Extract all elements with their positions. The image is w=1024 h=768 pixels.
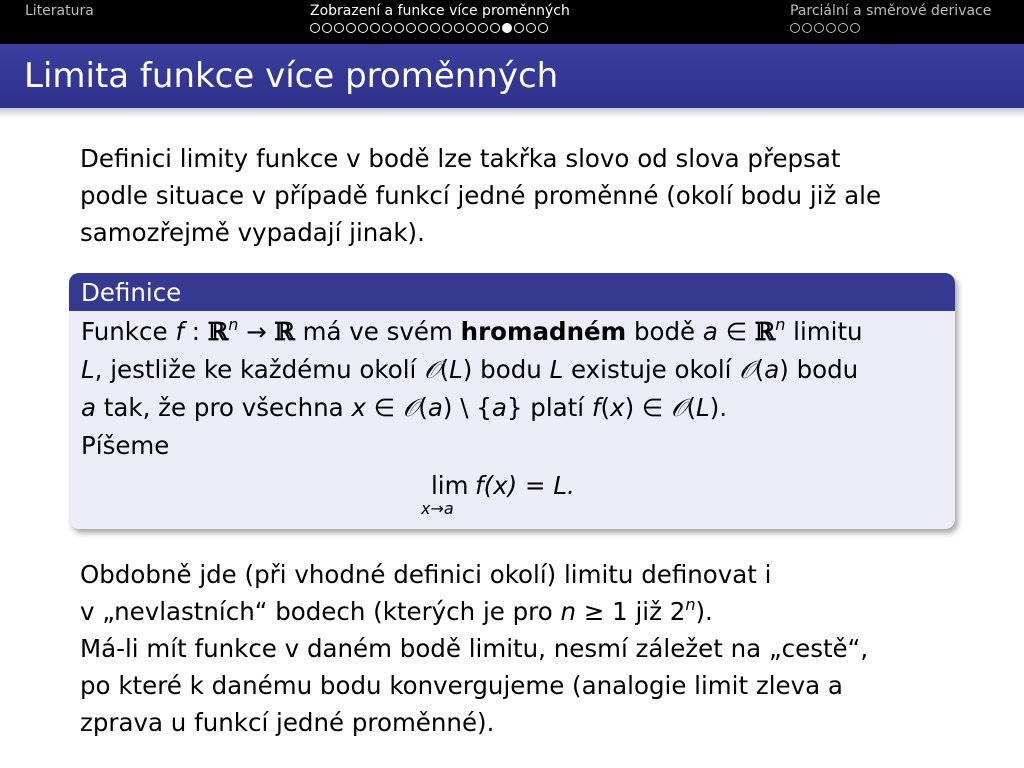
nav-slide-dot[interactable] bbox=[514, 23, 524, 33]
math-arrow: → bbox=[238, 317, 275, 346]
math-a: a bbox=[491, 393, 507, 422]
nav-slide-dot[interactable] bbox=[814, 23, 824, 33]
math-L: L bbox=[696, 393, 710, 422]
math-n: n bbox=[775, 315, 786, 334]
math-n: n bbox=[685, 595, 696, 614]
intro-line-3: samozřejmě vypadají jinak). bbox=[80, 218, 425, 247]
outro-text: ≥ 1 již 2 bbox=[576, 597, 686, 626]
lim-subscript: x→a bbox=[421, 499, 454, 518]
outro-line-4: po které k danému bodu konvergujeme (analogie limit zleva a bbox=[80, 671, 843, 700]
math-O: 𝒪 bbox=[671, 393, 687, 422]
math-f: f bbox=[175, 317, 184, 346]
definition-line-1 bbox=[81, 313, 943, 351]
definition-block bbox=[69, 273, 955, 529]
math-paren: ( bbox=[418, 393, 428, 422]
outro-line-3: Má-li mít funkce v daném bodě limitu, nesmí záležet na „cestě“, bbox=[80, 634, 869, 663]
math-O: 𝒪 bbox=[424, 355, 440, 384]
def-text: má ve svém bbox=[294, 317, 461, 346]
math-a: a bbox=[702, 317, 718, 346]
outro-paragraph bbox=[80, 556, 960, 741]
definition-title: Definice bbox=[69, 273, 955, 311]
math-paren: ) bbox=[462, 355, 473, 384]
math-n: n bbox=[228, 315, 239, 334]
def-text: tak, že pro všechna bbox=[96, 393, 352, 422]
math-paren: ) bbox=[779, 355, 789, 384]
nav-section-literatura[interactable]: Literatura bbox=[25, 3, 94, 19]
def-text: , jestliže ke každému okolí bbox=[94, 355, 425, 384]
outro-line-5: zprava u funkcí jedné proměnné). bbox=[80, 708, 495, 737]
math-reals: ℝ bbox=[274, 317, 295, 346]
outro-line-2 bbox=[80, 593, 960, 630]
nav-slide-dot[interactable] bbox=[790, 23, 800, 33]
nav-slide-dot[interactable] bbox=[382, 23, 392, 33]
nav-slide-dot[interactable] bbox=[370, 23, 380, 33]
math-brace: { bbox=[476, 393, 492, 422]
title-shadow bbox=[0, 108, 1024, 118]
nav-slide-dot[interactable] bbox=[478, 23, 488, 33]
nav-slide-dot[interactable] bbox=[526, 23, 536, 33]
def-text: platí bbox=[522, 393, 592, 422]
definition-line-2 bbox=[81, 351, 943, 389]
definition-line-4: Píšeme bbox=[81, 431, 170, 460]
math-paren: ) bbox=[624, 393, 635, 422]
math-paren: ( bbox=[600, 393, 611, 422]
math-x: x bbox=[610, 393, 625, 422]
math-paren: ) bbox=[709, 393, 720, 422]
math-a: a bbox=[81, 393, 97, 422]
nav-slide-dot[interactable] bbox=[394, 23, 404, 33]
nav-slide-dot[interactable] bbox=[466, 23, 476, 33]
nav-slide-dot[interactable] bbox=[454, 23, 464, 33]
math-in: ∈ bbox=[717, 317, 755, 346]
nav-slide-dot[interactable] bbox=[442, 23, 452, 33]
intro-paragraph bbox=[80, 140, 960, 251]
nav-slide-dot[interactable] bbox=[322, 23, 332, 33]
nav-slide-dot[interactable] bbox=[418, 23, 428, 33]
math-paren: ( bbox=[754, 355, 765, 384]
definition-body bbox=[69, 311, 955, 465]
math-L: L bbox=[549, 355, 564, 384]
def-bold-term: hromadném bbox=[460, 317, 627, 346]
slide-title: Limita funkce více proměnných bbox=[0, 44, 1024, 108]
math-O: 𝒪 bbox=[402, 393, 419, 422]
math-paren: ( bbox=[686, 393, 697, 422]
math-reals: ℝ bbox=[207, 317, 229, 346]
def-text: limitu bbox=[785, 317, 863, 346]
math-paren: ( bbox=[439, 355, 450, 384]
math-n: n bbox=[560, 597, 577, 626]
nav-slide-dot[interactable] bbox=[826, 23, 836, 33]
def-text: bodu bbox=[472, 355, 550, 384]
outro-text: v „nevlastních“ bodech (kterých je pro bbox=[80, 597, 561, 626]
math-setminus: \ bbox=[452, 393, 477, 422]
top-navigation-bar bbox=[0, 0, 1024, 44]
nav-slide-dot[interactable] bbox=[358, 23, 368, 33]
lim-operator: lim bbox=[431, 471, 469, 500]
math-dot: . bbox=[719, 393, 728, 422]
math-reals: ℝ bbox=[754, 317, 776, 346]
nav-slide-dot[interactable] bbox=[346, 23, 356, 33]
math-in: ∈ bbox=[634, 393, 672, 422]
nav-slide-dot[interactable] bbox=[490, 23, 500, 33]
math-x: x bbox=[351, 393, 366, 422]
definition-line-3 bbox=[81, 389, 943, 427]
intro-line-2: podle situace v případě funkcí jedné proměnné (okolí bodu již ale bbox=[80, 181, 882, 210]
nav-section-current[interactable]: Zobrazení a funkce více proměnných bbox=[310, 3, 570, 19]
def-text: bodě bbox=[626, 317, 703, 346]
intro-line-1: Definici limity funkce v bodě lze takřka slovo od slova přepsat bbox=[80, 144, 841, 173]
def-text: Funkce bbox=[81, 317, 176, 346]
outro-text: ). bbox=[695, 597, 713, 626]
math-a: a bbox=[764, 355, 780, 384]
def-text: bodu bbox=[788, 355, 859, 384]
nav-section-derivace[interactable]: Parciální a směrové derivace bbox=[790, 3, 992, 19]
math-L: L bbox=[81, 355, 95, 384]
nav-slide-dot[interactable] bbox=[838, 23, 848, 33]
lim-expression: f(x) = L. bbox=[475, 471, 575, 500]
nav-slide-dot[interactable] bbox=[310, 23, 320, 33]
math-colon: : bbox=[183, 317, 208, 346]
math-O: 𝒪 bbox=[739, 355, 755, 384]
def-text: existuje okolí bbox=[563, 355, 740, 384]
math-brace: } bbox=[506, 393, 523, 422]
nav-slide-dots-right[interactable] bbox=[790, 23, 860, 33]
nav-slide-dot[interactable] bbox=[406, 23, 416, 33]
nav-slide-dot[interactable] bbox=[538, 23, 548, 33]
math-in: ∈ bbox=[365, 393, 403, 422]
nav-slide-dot[interactable] bbox=[850, 23, 860, 33]
limit-formula bbox=[421, 471, 621, 523]
outro-line-1: Obdobně jde (při vhodné definici okolí) limitu definovat i bbox=[80, 560, 772, 589]
math-paren: ) bbox=[442, 393, 453, 422]
nav-slide-dot[interactable] bbox=[334, 23, 344, 33]
nav-slide-dot[interactable] bbox=[502, 23, 512, 33]
math-a: a bbox=[427, 393, 443, 422]
math-f: f bbox=[591, 393, 601, 422]
math-L: L bbox=[449, 355, 463, 384]
nav-slide-dots-current[interactable] bbox=[310, 23, 548, 33]
nav-slide-dot[interactable] bbox=[802, 23, 812, 33]
nav-slide-dot[interactable] bbox=[430, 23, 440, 33]
